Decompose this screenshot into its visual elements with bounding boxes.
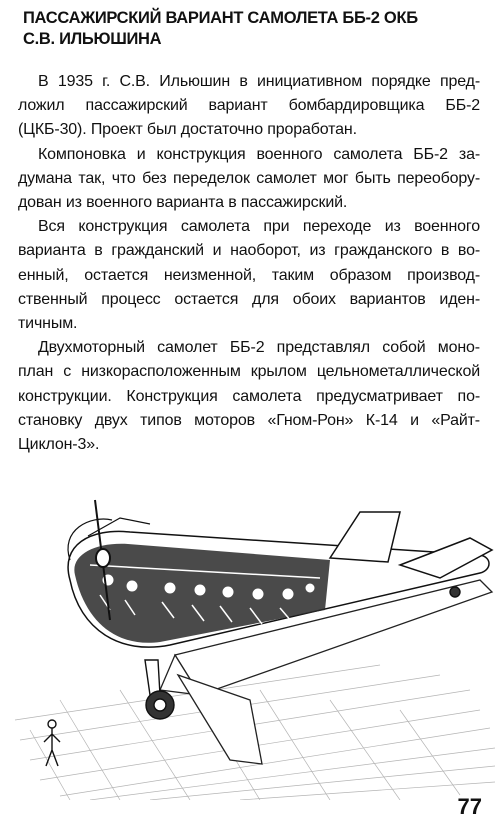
text-line: ложил пассажирский вариант бомбардировщика ББ-2 [18, 97, 480, 115]
paragraph-2 [18, 143, 480, 216]
text-line: варианта в гражданский и наоборот, из гражданского в во- [18, 242, 480, 260]
text-line: дован из военного варианта в пассажирский. [18, 194, 348, 212]
text-line: думана так, что без переделок самолет мог быть переобору- [18, 169, 480, 187]
text-line: ственный процесс остается для обоих вариантов иден- [18, 290, 480, 308]
airplane-cutaway-icon [0, 460, 500, 800]
text-line: план с низкорасположенным крылом цельнометаллической [18, 363, 480, 381]
text-line: тичным. [18, 315, 78, 333]
paragraph-4 [18, 336, 480, 457]
text-line: Компоновка и конструкция военного самолета ББ-2 за- [38, 145, 480, 163]
text-line: (ЦКБ-30). Проект был достаточно проработан. [18, 121, 357, 139]
text-line: В 1935 г. С.В. Ильюшин в инициативном порядке пред- [38, 73, 480, 90]
text-line: становку двух типов моторов «Гном-Рон» К-14 и «Райт- [18, 411, 480, 429]
text-line: конструкции. Конструкция самолета предусматривает по- [18, 387, 480, 405]
paragraph-1 [18, 70, 480, 143]
text-line: Вся конструкция самолета при переходе из военного [38, 218, 480, 236]
chapter-heading [23, 8, 478, 50]
airplane-cutaway-illustration [0, 460, 500, 800]
paragraph-3 [18, 215, 480, 336]
text-line: енный, остается неизменной, таким образом производ- [18, 266, 480, 284]
text-line: Циклон-3». [18, 436, 100, 454]
page-number: 77 [457, 794, 482, 819]
heading-line-1: ПАССАЖИРСКИЙ ВАРИАНТ САМОЛЕТА ББ-2 ОКБ [23, 9, 418, 27]
text-line: Двухмоторный самолет ББ-2 представлял собой моно- [38, 339, 480, 357]
body-text [18, 70, 480, 457]
heading-line-2: С.В. ИЛЬЮШИНА [23, 30, 162, 48]
